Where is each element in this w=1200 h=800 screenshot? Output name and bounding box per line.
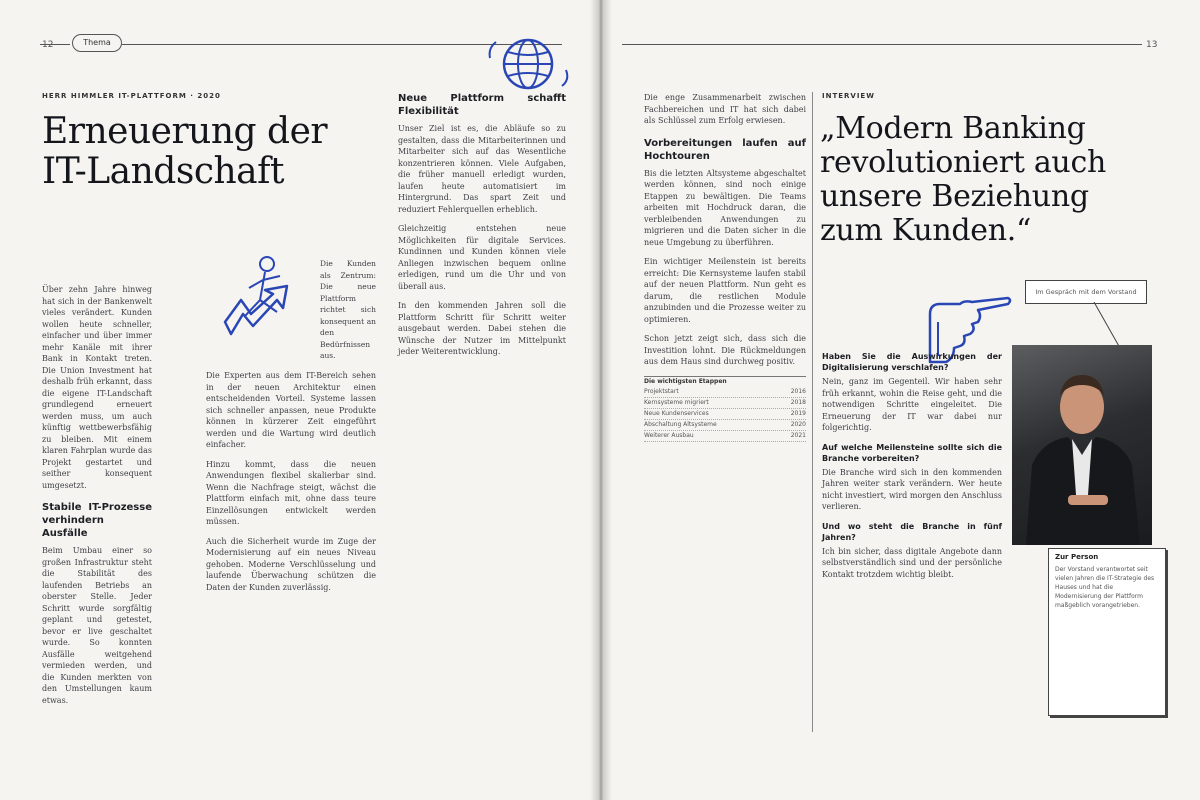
kicker: INTERVIEW [822, 92, 875, 100]
running-person-icon [205, 250, 315, 364]
body-text: Bis die letzten Altsysteme abgeschaltet werden können, sind noch einige Etappen zu bewältigen. Die Teams arbeiten mit Hochdruck daran, die verbleibenden Anwendungen zu migrieren und die Daten sicher in die neue Umgebung zu überführen. [644, 168, 806, 247]
interview-quote: „Modern Banking revolutioniert auch unsere Beziehung zum Kunden.“ [820, 111, 1106, 248]
kicker: HERR HIMMLER IT-PLATTFORM · 2020 [42, 92, 221, 100]
interview-question: Haben Sie die Auswirkungen der Digitalisierung verschlafen? [822, 352, 1002, 372]
interview-answer: Ich bin sicher, dass digitale Angebote dann selbstverständlich sind und der persönliche Kontakt trotzdem wichtig bleibt. [822, 546, 1002, 579]
milestone-table [644, 376, 806, 442]
caption-title: Zur Person [1055, 553, 1099, 561]
top-rule [622, 44, 1142, 45]
left-page [0, 0, 598, 800]
globe-icon [484, 32, 574, 98]
table-row: Abschaltung Altsysteme 2020 [644, 420, 806, 431]
spine [590, 0, 612, 800]
body-text: Ein wichtiger Meilenstein ist bereits erreicht: Die Kernsysteme laufen stabil auf der neuen Plattform. Nun geht es darum, die restlichen Module anzubinden und die Prozesse weiter zu optimieren. [644, 257, 806, 324]
bubble-tail [1090, 302, 1130, 350]
table-row: Kernsysteme migriert 2018 [644, 398, 806, 409]
page-number: 13 [1146, 40, 1158, 50]
body-text: Auch die Sicherheit wurde im Zuge der Modernisierung auf ein neues Niveau gehoben. Moderne Verschlüsselung und laufende Überwachung schützen die Daten der Kunden zuverlässig. [206, 536, 376, 592]
table-row: Weiterer Ausbau 2021 [644, 431, 806, 442]
table-row: Projektstart 2016 [644, 387, 806, 398]
caption-text: Der Vorstand verantwortet seit vielen Jahren die IT-Strategie des Hauses und hat die Modernisierung der Plattform maßgeblich vorangetrieben. [1055, 566, 1155, 609]
body-text: Hinzu kommt, dass die neuen Anwendungen flexibel skalierbar sind. Wenn die Nachfrage steigt, wächst die Plattform einfach mit, ohne dass teure Einzellösungen entwickelt werden müssen. [206, 459, 376, 526]
table-row: Neue Kundenservices 2019 [644, 409, 806, 420]
body-text: Beim Umbau einer so großen Infrastruktur steht die Stabilität des laufenden Betriebs an oberster Stelle. Jeder Schritt wurde sorgfältig geplant und getestet, bevor er live geschaltet wurde. So konnten Ausfälle weitgehend vermieden werden, und die Kunden merkten von den Umstellungen kaum etwas. [42, 546, 152, 705]
intro-text: Über zehn Jahre hinweg hat sich in der Bankenwelt vieles verändert. Kunden wollen heute schneller, einfacher und über immer mehr Kanäle mit ihrer Bank in Kontakt treten. Die Union Investment hat deshalb früh erkannt, dass die eigene IT-Landschaft grundlegend erneuert werden muss, um auch künftig wettbewerbsfähig zu bleiben. Mit einem klaren Fahrplan wurde das Projekt gestartet und seither konsequent umgesetzt. [42, 285, 152, 490]
pull-text: Die Kunden als Zentrum: Die neue Plattform richtet sich konsequent an den Bedürfnissen aus. [320, 259, 376, 360]
interview-answer: Die Branche wird sich in den kommenden Jahren weiter stark verändern. Wer heute nicht investiert, wird morgen den Anschluss verlieren. [822, 467, 1002, 511]
body-text: Gleichzeitig entstehen neue Möglichkeiten für digitale Services. Kundinnen und Kunden können viele Anliegen inzwischen bequem online erledigen, rund um die Uhr und von überall aus. [398, 224, 566, 291]
body-text: In den kommenden Jahren soll die Plattform Schritt für Schritt weiter ausgebaut werden. Dabei stehen die Wünsche der Nutzer im Mittelpunkt jeder Weiterentwicklung. [398, 301, 566, 356]
body-text: Die enge Zusammenarbeit zwischen Fachbereichen und IT hat sich dabei als Schlüssel zum Erfolg erwiesen. [644, 93, 806, 125]
article-headline: Erneuerung der IT-Landschaft [42, 111, 328, 192]
interview-qa [822, 345, 1002, 588]
interview-answer: Nein, ganz im Gegenteil. Wir haben sehr früh erkannt, wohin die Reise geht, und die notwendigen Schritte eingeleitet. Die Erneuerung der IT war dabei nur folgerichtig. [822, 377, 1002, 432]
speech-bubble: Im Gespräch mit dem Vorstand [1025, 280, 1147, 304]
portrait-photo [1012, 345, 1152, 545]
table-title: Die wichtigsten Etappen [644, 377, 727, 385]
subheading: Stabile IT-Prozesse verhindern Ausfälle [42, 502, 152, 539]
body-text: Unser Ziel ist es, die Abläufe so zu gestalten, dass die Mitarbeiterinnen und Mitarbeiter sich auf das Wesentliche konzentrieren können. Viele Aufgaben, die früher manuell erledigt wurden, laufen heute automatisiert im Hintergrund. Das spart Zeit und reduziert Fehlerquellen erheblich. [398, 124, 566, 214]
article-column-2 [206, 370, 376, 601]
column-divider [812, 92, 813, 732]
interview-question: Auf welche Meilensteine sollte sich die Branche vorbereiten? [822, 442, 1002, 463]
subheading: Vorbereitungen laufen auf Hochtouren [644, 137, 806, 162]
section-tab[interactable]: Thema [72, 34, 122, 52]
body-text: Die Experten aus dem IT-Bereich sehen in der neuen Architektur einen entscheidenden Vorteil. Systeme lassen sich schneller anpassen, neue Produkte können in kürzerer Zeit eingeführt werden und die Wartung wird deutlich einfacher. [206, 371, 376, 449]
article-column-3 [398, 92, 566, 366]
interview-question: Und wo steht die Branche in fünf Jahren? [822, 521, 1002, 542]
body-text: Schon jetzt zeigt sich, dass sich die Investition lohnt. Die Rückmeldungen aus dem Haus sind durchweg positiv. [644, 334, 806, 366]
person-caption-box [1048, 548, 1166, 716]
article-column-1 [42, 284, 152, 714]
article-column-4 [644, 92, 806, 442]
subheading: Neue Plattform schafft Flexibilität [398, 93, 566, 117]
page-number: 12 [42, 40, 54, 50]
